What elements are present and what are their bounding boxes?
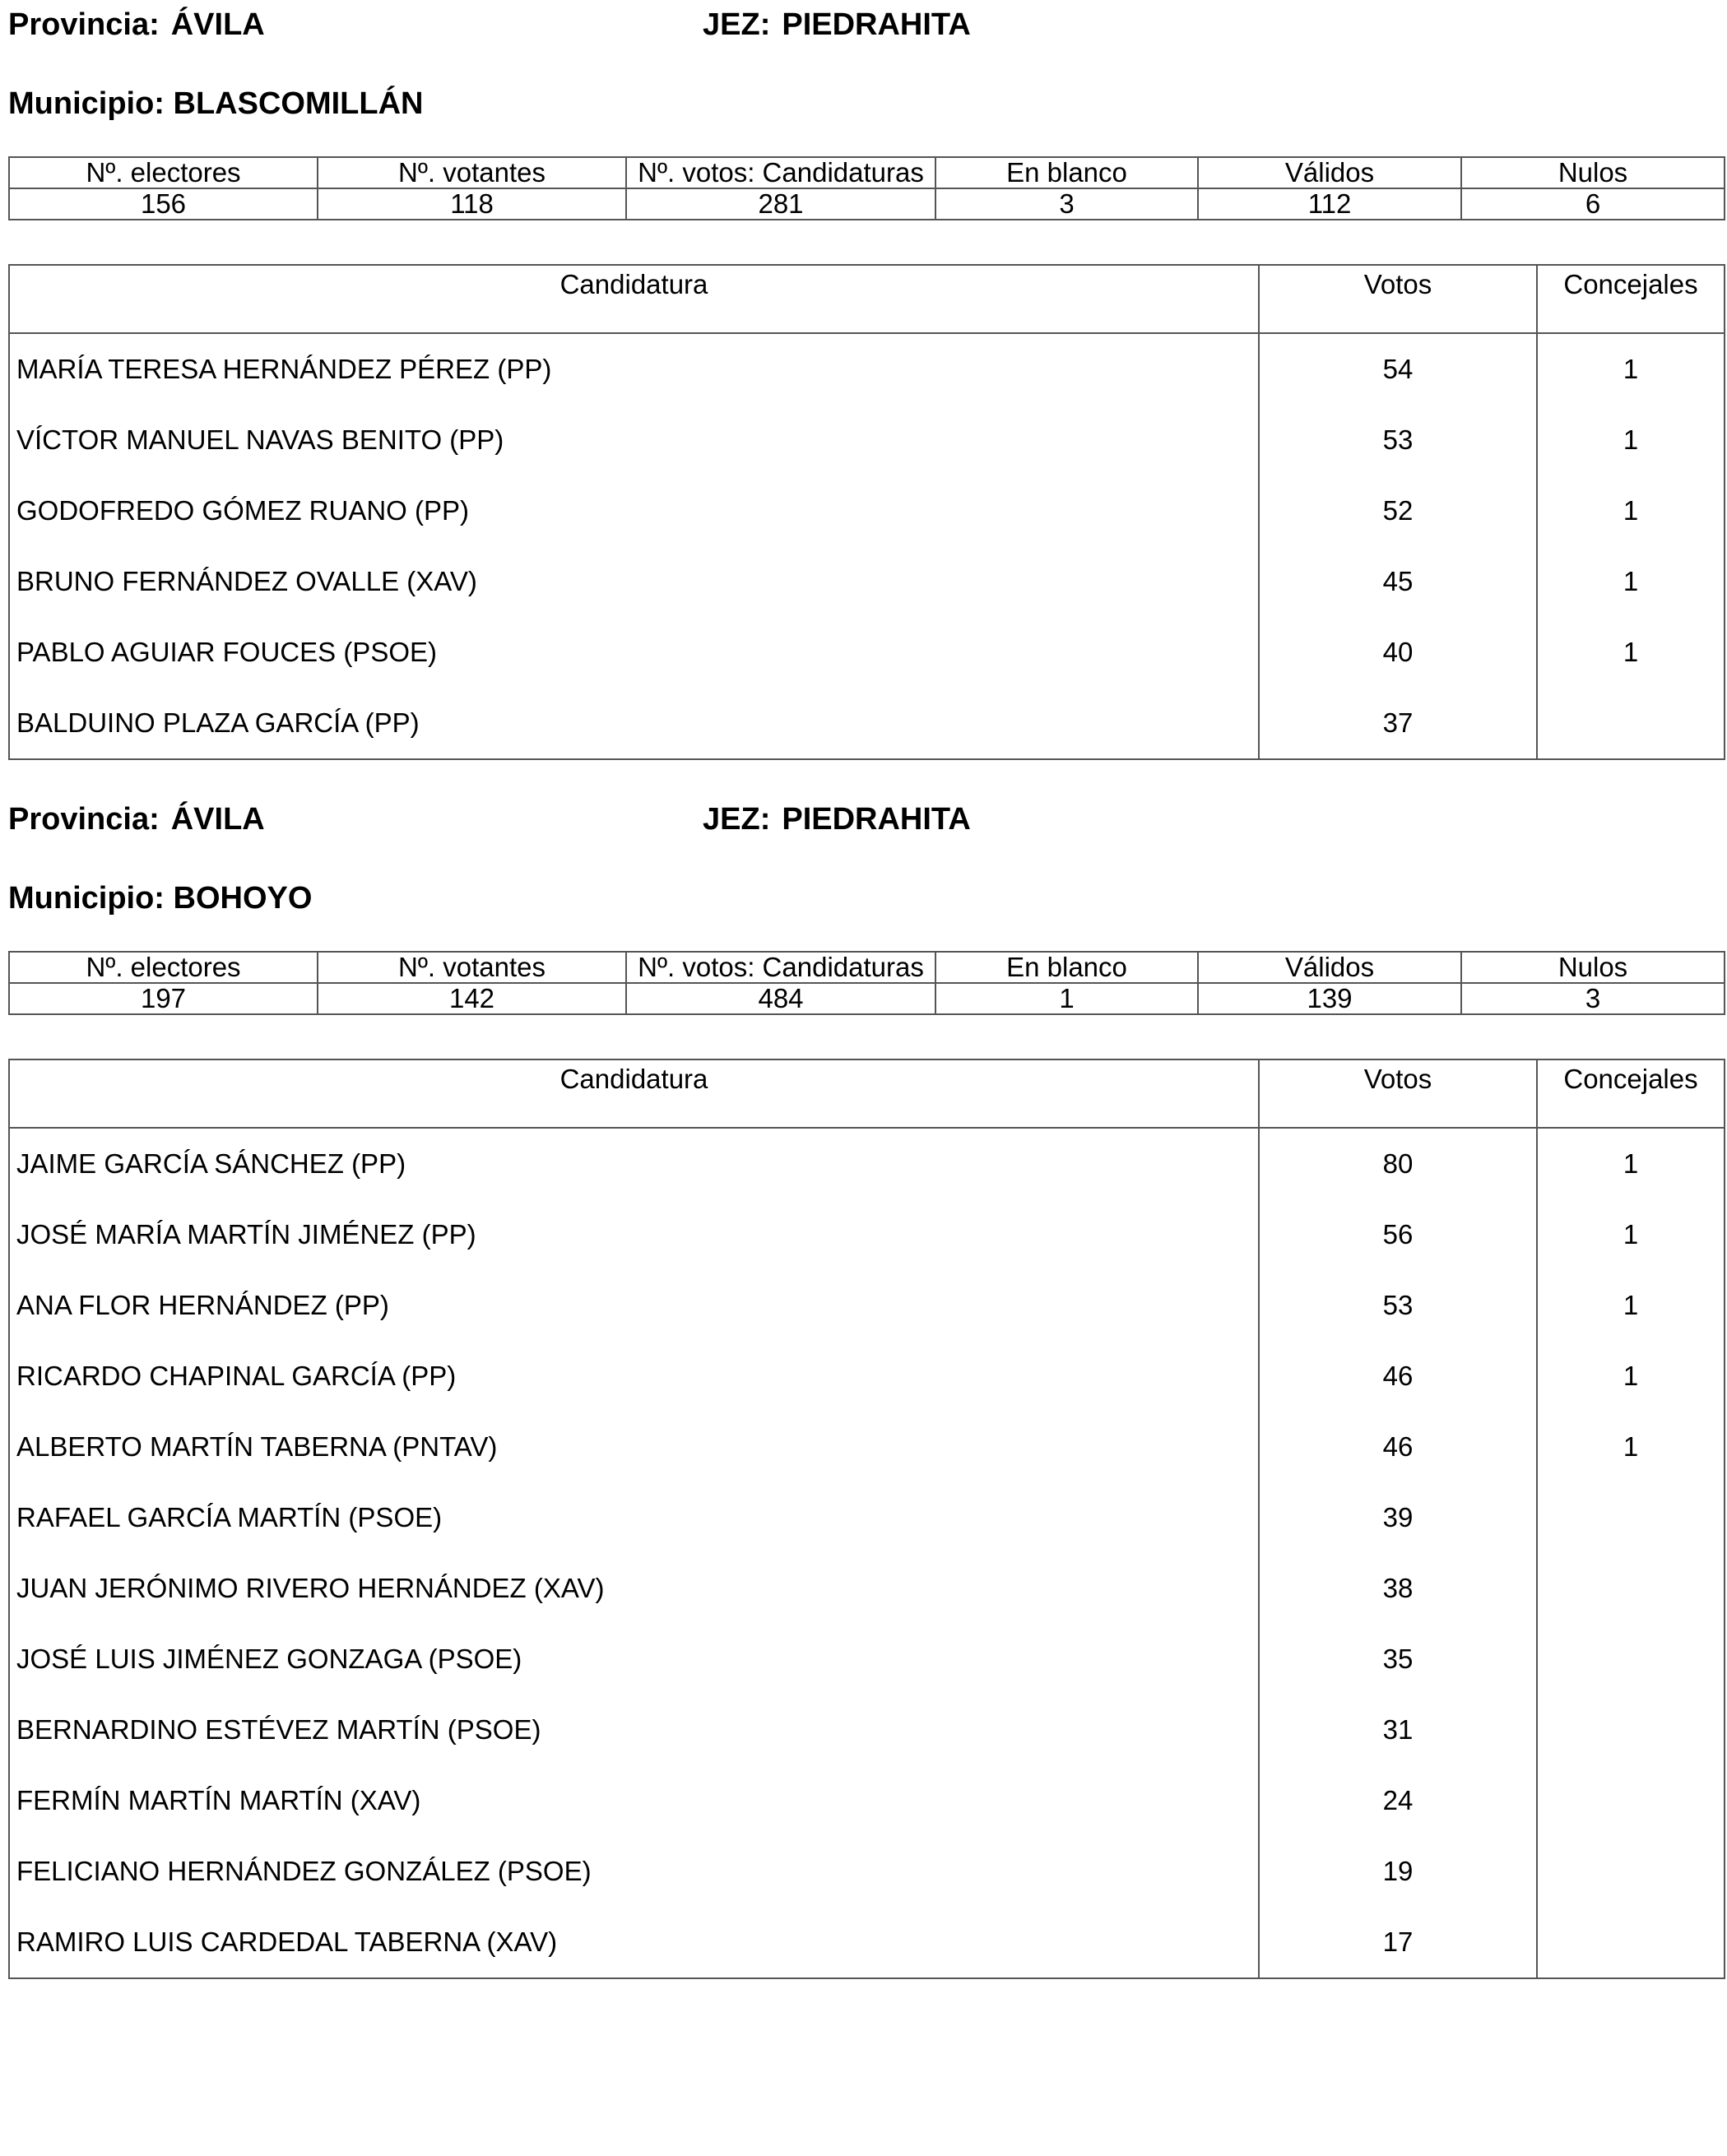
candidate-concejales — [1537, 1907, 1725, 1978]
candidate-votos: 17 — [1259, 1907, 1537, 1978]
candidate-row — [9, 1553, 1725, 1624]
candidate-concejales — [1537, 1624, 1725, 1695]
candidate-row — [9, 1907, 1725, 1978]
nulos-value: 6 — [1461, 188, 1725, 220]
candidate-votos: 37 — [1259, 688, 1537, 759]
candidate-row — [9, 333, 1725, 405]
candidate-name: JUAN JERÓNIMO RIVERO HERNÁNDEZ (XAV) — [16, 1573, 605, 1603]
stats-table — [8, 951, 1725, 1015]
jez-line — [703, 801, 971, 837]
candidate-votos: 40 — [1259, 617, 1537, 688]
jez-value: PIEDRAHITA — [782, 802, 971, 837]
results-table — [8, 1059, 1725, 1979]
candidate-name: FERMÍN MARTÍN MARTÍN (XAV) — [16, 1785, 421, 1815]
candidate-row — [9, 1624, 1725, 1695]
candidate-votos: 38 — [1259, 1553, 1537, 1624]
municipio-line — [8, 86, 424, 122]
candidate-name: ALBERTO MARTÍN TABERNA (PNTAV) — [16, 1431, 498, 1462]
candidate-name: RICARDO CHAPINAL GARCÍA (PP) — [16, 1361, 457, 1391]
en-blanco-value: 1 — [935, 983, 1198, 1014]
candidate-row — [9, 1199, 1725, 1270]
candidate-concejales — [1537, 688, 1725, 759]
provincia-line — [8, 7, 265, 43]
candidate-concejales — [1537, 1695, 1725, 1765]
candidate-votos: 19 — [1259, 1836, 1537, 1907]
candidate-row — [9, 1270, 1725, 1341]
candidate-concejales: 1 — [1537, 475, 1725, 546]
results-header-row — [9, 1059, 1725, 1128]
candidate-concejales: 1 — [1537, 333, 1725, 405]
candidate-concejales: 1 — [1537, 405, 1725, 475]
candidate-row — [9, 688, 1725, 759]
stats-value-row — [9, 188, 1725, 220]
candidate-votos: 39 — [1259, 1482, 1537, 1553]
candidate-concejales: 1 — [1537, 546, 1725, 617]
municipio-label: Municipio: — [8, 86, 165, 121]
candidate-name: JOSÉ LUIS JIMÉNEZ GONZAGA (PSOE) — [16, 1644, 522, 1674]
candidate-row — [9, 1412, 1725, 1482]
candidate-votos: 80 — [1259, 1128, 1537, 1199]
candidate-concejales: 1 — [1537, 1412, 1725, 1482]
candidatura-header: Candidatura — [9, 265, 1259, 333]
candidate-name: ANA FLOR HERNÁNDEZ (PP) — [16, 1290, 389, 1320]
jez-value: PIEDRAHITA — [782, 7, 971, 42]
candidate-votos: 46 — [1259, 1412, 1537, 1482]
votos-candidaturas-value: 484 — [626, 983, 935, 1014]
candidate-row — [9, 475, 1725, 546]
municipio-label: Municipio: — [8, 881, 165, 916]
candidate-name: MARÍA TERESA HERNÁNDEZ PÉREZ (PP) — [16, 354, 552, 384]
candidate-name: RAMIRO LUIS CARDEDAL TABERNA (XAV) — [16, 1926, 558, 1957]
candidate-concejales: 1 — [1537, 1199, 1725, 1270]
concejales-header: Concejales — [1537, 1059, 1725, 1128]
candidate-row — [9, 1128, 1725, 1199]
candidate-votos: 52 — [1259, 475, 1537, 546]
results-table — [8, 264, 1725, 760]
candidate-concejales: 1 — [1537, 1128, 1725, 1199]
jez-line — [703, 7, 971, 43]
candidate-concejales — [1537, 1836, 1725, 1907]
candidate-concejales: 1 — [1537, 1270, 1725, 1341]
candidate-row — [9, 405, 1725, 475]
stats-table — [8, 156, 1725, 220]
candidate-name: PABLO AGUIAR FOUCES (PSOE) — [16, 637, 438, 667]
en-blanco-header: En blanco — [935, 157, 1198, 188]
candidate-row — [9, 1836, 1725, 1907]
candidate-concejales: 1 — [1537, 1341, 1725, 1412]
votos-header: Votos — [1259, 265, 1537, 333]
provincia-value: ÁVILA — [170, 802, 265, 837]
candidate-votos: 45 — [1259, 546, 1537, 617]
provincia-label: Provincia: — [8, 7, 160, 42]
nulos-header: Nulos — [1461, 157, 1725, 188]
candidate-row — [9, 546, 1725, 617]
municipio-value: BOHOYO — [173, 881, 313, 916]
candidate-votos: 24 — [1259, 1765, 1537, 1836]
candidate-concejales — [1537, 1553, 1725, 1624]
concejales-header: Concejales — [1537, 265, 1725, 333]
candidate-row — [9, 1341, 1725, 1412]
validos-value: 112 — [1198, 188, 1461, 220]
nulos-header: Nulos — [1461, 952, 1725, 983]
electores-value: 197 — [9, 983, 318, 1014]
candidate-votos: 31 — [1259, 1695, 1537, 1765]
candidate-name: BALDUINO PLAZA GARCÍA (PP) — [16, 707, 420, 738]
votantes-value: 118 — [318, 188, 626, 220]
jez-label: JEZ: — [703, 802, 771, 837]
candidate-votos: 53 — [1259, 1270, 1537, 1341]
candidate-concejales — [1537, 1482, 1725, 1553]
candidate-name: BERNARDINO ESTÉVEZ MARTÍN (PSOE) — [16, 1714, 541, 1745]
candidate-votos: 53 — [1259, 405, 1537, 475]
stats-header-row — [9, 952, 1725, 983]
candidate-votos: 35 — [1259, 1624, 1537, 1695]
candidate-concejales — [1537, 1765, 1725, 1836]
votos-candidaturas-value: 281 — [626, 188, 935, 220]
municipio-line — [8, 880, 312, 916]
provincia-line — [8, 801, 265, 837]
provincia-value: ÁVILA — [170, 7, 265, 42]
candidate-name: GODOFREDO GÓMEZ RUANO (PP) — [16, 495, 470, 526]
candidate-name: JAIME GARCÍA SÁNCHEZ (PP) — [16, 1148, 406, 1179]
candidate-name: RAFAEL GARCÍA MARTÍN (PSOE) — [16, 1502, 443, 1532]
validos-header: Válidos — [1198, 157, 1461, 188]
municipio-value: BLASCOMILLÁN — [173, 86, 424, 121]
votos-candidaturas-header: Nº. votos: Candidaturas — [626, 952, 935, 983]
en-blanco-header: En blanco — [935, 952, 1198, 983]
candidate-row — [9, 1695, 1725, 1765]
jez-label: JEZ: — [703, 7, 771, 42]
candidate-name: JOSÉ MARÍA MARTÍN JIMÉNEZ (PP) — [16, 1219, 476, 1250]
votos-header: Votos — [1259, 1059, 1537, 1128]
candidate-concejales: 1 — [1537, 617, 1725, 688]
candidate-name: VÍCTOR MANUEL NAVAS BENITO (PP) — [16, 424, 504, 455]
stats-header-row — [9, 157, 1725, 188]
electores-value: 156 — [9, 188, 318, 220]
candidate-name: BRUNO FERNÁNDEZ OVALLE (XAV) — [16, 566, 477, 596]
results-header-row — [9, 265, 1725, 333]
en-blanco-value: 3 — [935, 188, 1198, 220]
provincia-label: Provincia: — [8, 802, 160, 837]
votantes-header: Nº. votantes — [318, 952, 626, 983]
validos-header: Válidos — [1198, 952, 1461, 983]
votantes-header: Nº. votantes — [318, 157, 626, 188]
votos-candidaturas-header: Nº. votos: Candidaturas — [626, 157, 935, 188]
candidate-name: FELICIANO HERNÁNDEZ GONZÁLEZ (PSOE) — [16, 1856, 592, 1886]
candidate-votos: 54 — [1259, 333, 1537, 405]
candidate-row — [9, 1482, 1725, 1553]
candidate-votos: 46 — [1259, 1341, 1537, 1412]
votantes-value: 142 — [318, 983, 626, 1014]
nulos-value: 3 — [1461, 983, 1725, 1014]
validos-value: 139 — [1198, 983, 1461, 1014]
stats-value-row — [9, 983, 1725, 1014]
electores-header: Nº. electores — [9, 157, 318, 188]
candidate-row — [9, 1765, 1725, 1836]
candidate-row — [9, 617, 1725, 688]
electores-header: Nº. electores — [9, 952, 318, 983]
candidate-votos: 56 — [1259, 1199, 1537, 1270]
candidatura-header: Candidatura — [9, 1059, 1259, 1128]
